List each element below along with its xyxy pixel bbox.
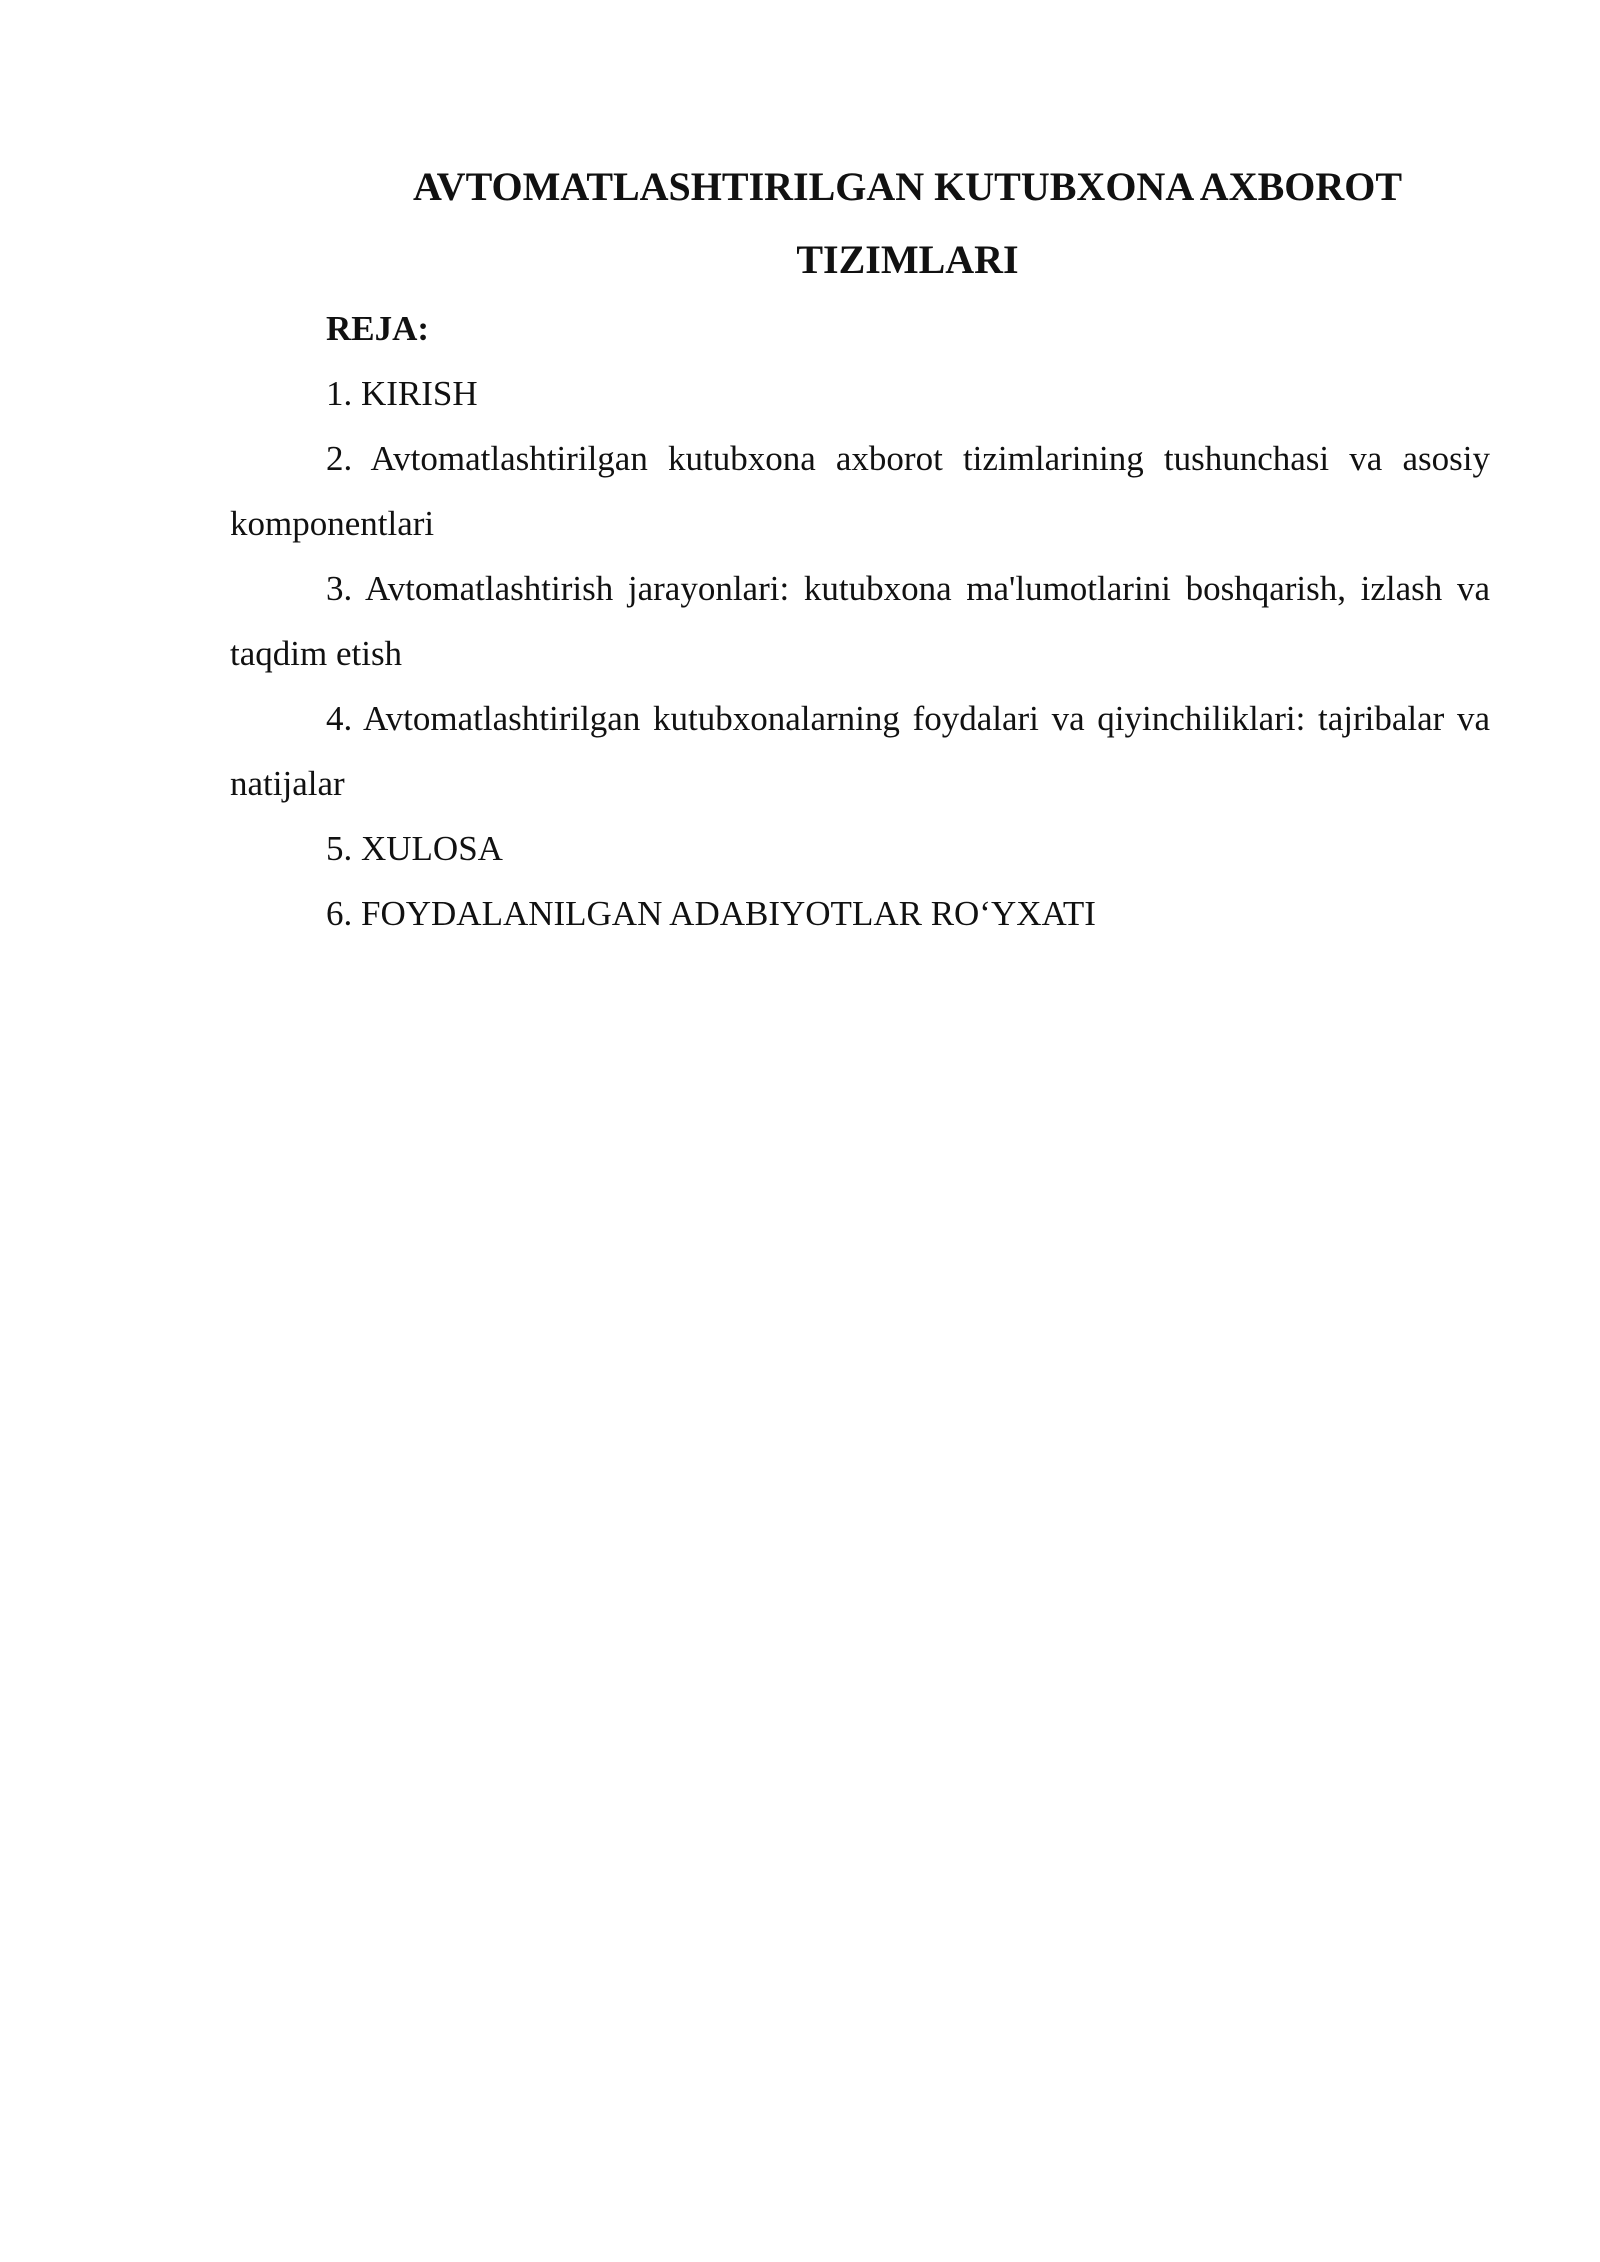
plan-heading: REJA: bbox=[326, 309, 430, 348]
plan-item-3: 3. Avtomatlashtirish jarayonlari: kutubxona ma'lumotlarini boshqarish, izlash va taqdim etish bbox=[230, 569, 1490, 673]
plan-item-4: 4. Avtomatlashtirilgan kutubxonalarning foydalari va qiyinchiliklari: tajribalar va natijalar bbox=[230, 699, 1490, 803]
plan-item-5: 5. XULOSA bbox=[326, 829, 503, 868]
document-title: AVTOMATLASHTIRILGAN KUTUBXONA AXBOROT TIZIMLARI bbox=[412, 164, 1403, 282]
plan-item-2: 2. Avtomatlashtirilgan kutubxona axborot tizimlarining tushunchasi va asosiy komponentlari bbox=[230, 439, 1490, 543]
page-content bbox=[230, 150, 1490, 946]
plan-item-1: 1. KIRISH bbox=[326, 374, 478, 413]
plan-item-6: 6. FOYDALANILGAN ADABIYOTLAR RO‘YXATI bbox=[326, 894, 1096, 933]
